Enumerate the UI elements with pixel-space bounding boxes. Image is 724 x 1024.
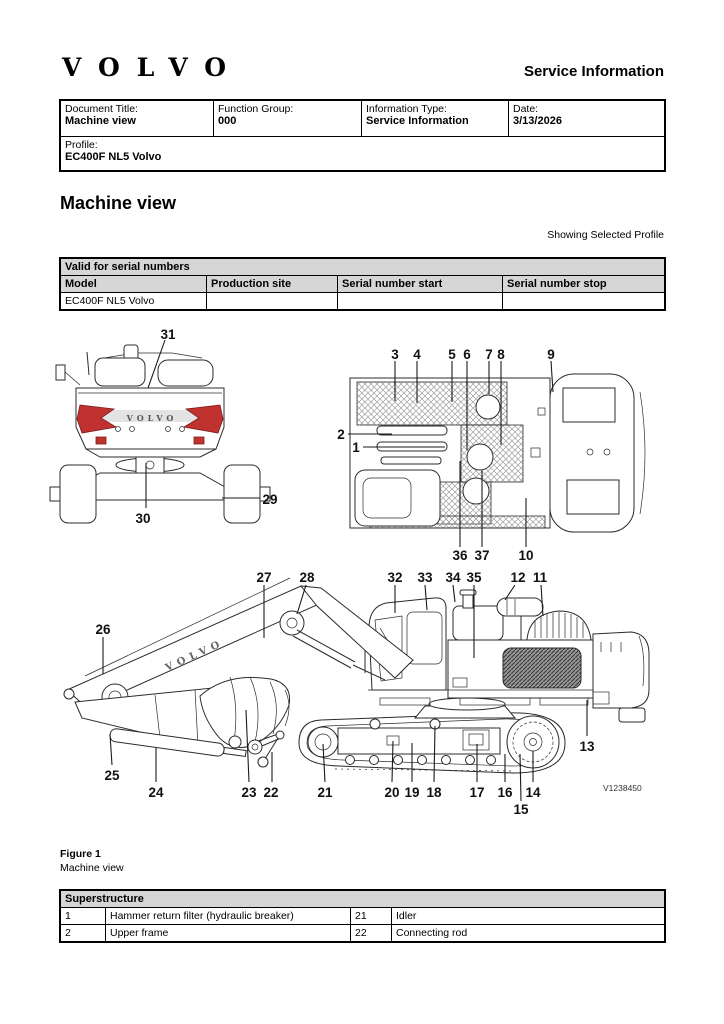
- part-desc: Connecting rod: [392, 925, 665, 942]
- callout-label-21: 21: [317, 785, 333, 800]
- callout-label-28: 28: [299, 570, 315, 585]
- rear-view-artwork: [50, 345, 270, 523]
- track-roller-1: [346, 756, 355, 765]
- table-row: [61, 925, 665, 942]
- callout-label-9: 9: [547, 347, 555, 362]
- callout-label-2: 2: [337, 427, 345, 442]
- callout-label-10: 10: [518, 548, 534, 563]
- air-cleaner: [497, 598, 543, 616]
- section-heading: Machine view: [60, 193, 177, 213]
- callout-label-15: 15: [513, 802, 529, 817]
- boom-brand-text: VOLVO: [163, 637, 227, 674]
- superstructure-table-title: Superstructure: [61, 891, 665, 908]
- track-roller-4: [418, 756, 427, 765]
- part-desc: Upper frame: [106, 925, 351, 942]
- track-roller-2: [370, 756, 379, 765]
- figure-watermark: V1238450: [603, 783, 642, 793]
- serial-row-serial-start: [338, 293, 503, 310]
- rear-brand-text: VOLVO: [126, 413, 178, 423]
- col-header-production-site: Production site: [207, 276, 338, 293]
- callout-leader-34: [453, 585, 455, 602]
- page-title: Service Information: [523, 63, 664, 80]
- callout-label-26: 26: [95, 622, 111, 637]
- track-roller-5: [442, 756, 451, 765]
- col-header-serial-start: Serial number start: [338, 276, 503, 293]
- callout-label-34: 34: [445, 570, 461, 585]
- hood-right: [158, 360, 213, 386]
- counterweight-box-top: [563, 388, 615, 422]
- date-value: 3/13/2026: [513, 115, 562, 127]
- fan-2: [467, 444, 493, 470]
- callout-label-30: 30: [135, 511, 151, 526]
- doc-title-value: Machine view: [65, 115, 136, 127]
- figure-top-view: [335, 330, 675, 575]
- link-pin-4: [276, 731, 284, 739]
- callout-label-12: 12: [510, 570, 526, 585]
- serial-row-production-site: [207, 293, 338, 310]
- callout-label-5: 5: [448, 347, 456, 362]
- top-view-drawing: [335, 330, 675, 575]
- profile-label: Profile:: [65, 139, 98, 151]
- callout-label-14: 14: [525, 785, 541, 800]
- track-roller-3: [394, 756, 403, 765]
- antenna: [87, 352, 89, 375]
- callout-label-27: 27: [256, 570, 272, 585]
- callout-label-20: 20: [384, 785, 400, 800]
- doc-title-label: Document Title:: [65, 103, 138, 115]
- info-type-value: Service Information: [366, 115, 469, 127]
- part-desc: Hammer return filter (hydraulic breaker): [106, 908, 351, 925]
- axle-frame: [75, 473, 225, 500]
- boom-tip-pin: [64, 689, 74, 699]
- callout-label-29: 29: [262, 492, 278, 507]
- callout-label-17: 17: [469, 785, 485, 800]
- boom-cylinder-top: [297, 630, 355, 662]
- serial-row-serial-stop: [503, 293, 665, 310]
- figure-rear-view: [40, 325, 280, 535]
- doc-title-cell: [61, 101, 214, 137]
- figure-caption-title: Figure 1: [60, 848, 101, 860]
- boom-foot-plan: [381, 457, 441, 464]
- part-num: 22: [351, 925, 392, 942]
- carrier-roller-1: [370, 719, 380, 729]
- skirt-3: [540, 698, 588, 705]
- callout-label-19: 19: [404, 785, 420, 800]
- callout-label-1: 1: [352, 440, 360, 455]
- track-roller-6: [466, 756, 475, 765]
- link-pin-1: [229, 736, 241, 748]
- profile-value: EC400F NL5 Volvo: [65, 151, 162, 163]
- callout-label-35: 35: [466, 570, 482, 585]
- callout-label-24: 24: [148, 785, 164, 800]
- part-desc: Idler: [392, 908, 665, 925]
- swing-bearing: [429, 698, 505, 710]
- part-num: 21: [351, 908, 392, 925]
- skirt: [86, 449, 216, 457]
- side-view-drawing: [35, 558, 685, 846]
- date-cell: [509, 101, 665, 137]
- callout-label-23: 23: [241, 785, 257, 800]
- side-view-artwork: [64, 578, 649, 773]
- date-label: Date:: [513, 103, 539, 115]
- top-view-artwork: [350, 374, 645, 532]
- figure-caption-text: Machine view: [60, 862, 124, 874]
- fan-3: [463, 478, 489, 504]
- callout-label-32: 32: [387, 570, 403, 585]
- callout-label-37: 37: [474, 548, 490, 563]
- profile-cell: [61, 137, 665, 171]
- slew-column: [136, 457, 164, 473]
- fan-1: [476, 395, 500, 419]
- callout-label-11: 11: [532, 570, 548, 585]
- counterweight-edge: [640, 392, 645, 514]
- counterweight-step: [619, 708, 645, 722]
- callout-label-7: 7: [485, 347, 493, 362]
- track-end-left: [60, 465, 96, 523]
- muffler-box: [453, 606, 503, 640]
- mirror: [56, 365, 65, 380]
- track-roller-7: [487, 756, 496, 765]
- skirt-1: [380, 698, 430, 705]
- mirror-arm: [65, 372, 80, 385]
- callout-label-6: 6: [463, 347, 471, 362]
- rear-view-drawing: [40, 325, 280, 535]
- lower-lamp-left: [96, 437, 106, 444]
- part-num: 2: [61, 925, 106, 942]
- callout-label-8: 8: [497, 347, 505, 362]
- col-header-model: Model: [61, 276, 207, 293]
- serial-table-title: Valid for serial numbers: [61, 259, 665, 276]
- function-group-label: Function Group:: [218, 103, 294, 115]
- hood-left: [95, 358, 145, 386]
- showing-selected-profile-note: Showing Selected Profile: [547, 229, 664, 241]
- serial-numbers-table: [60, 258, 665, 310]
- engine-grille: [503, 648, 581, 688]
- volvo-logo: VOLVO: [62, 53, 244, 82]
- document-info-table: [60, 100, 665, 171]
- superstructure-table: [60, 890, 665, 942]
- arm-cylinder-rod: [224, 747, 247, 756]
- callout-label-16: 16: [497, 785, 513, 800]
- function-group-cell: [214, 101, 362, 137]
- exhaust-pipe: [463, 594, 473, 608]
- callout-label-3: 3: [391, 347, 399, 362]
- info-type-label: Information Type:: [366, 103, 447, 115]
- lower-lamp-right: [194, 437, 204, 444]
- boom-cylinder-bottom: [293, 636, 351, 668]
- counterweight-box-bottom: [567, 480, 619, 514]
- link-pin-3: [258, 757, 268, 767]
- callout-label-31: 31: [160, 327, 176, 342]
- link-pin-2: [248, 740, 262, 754]
- callout-label-4: 4: [413, 347, 421, 362]
- track-end-right: [224, 465, 260, 523]
- callout-label-25: 25: [104, 768, 120, 783]
- callout-label-36: 36: [452, 548, 468, 563]
- part-num: 1: [61, 908, 106, 925]
- callout-label-33: 33: [417, 570, 433, 585]
- figure-side-view: [35, 558, 685, 846]
- col-header-serial-stop: Serial number stop: [503, 276, 665, 293]
- callout-label-18: 18: [426, 785, 442, 800]
- table-row: [61, 908, 665, 925]
- callout-label-13: 13: [579, 739, 595, 754]
- info-type-cell: [362, 101, 509, 137]
- serial-row-model: EC400F NL5 Volvo: [61, 293, 207, 310]
- function-group-value: 000: [218, 115, 237, 127]
- callout-label-22: 22: [263, 785, 279, 800]
